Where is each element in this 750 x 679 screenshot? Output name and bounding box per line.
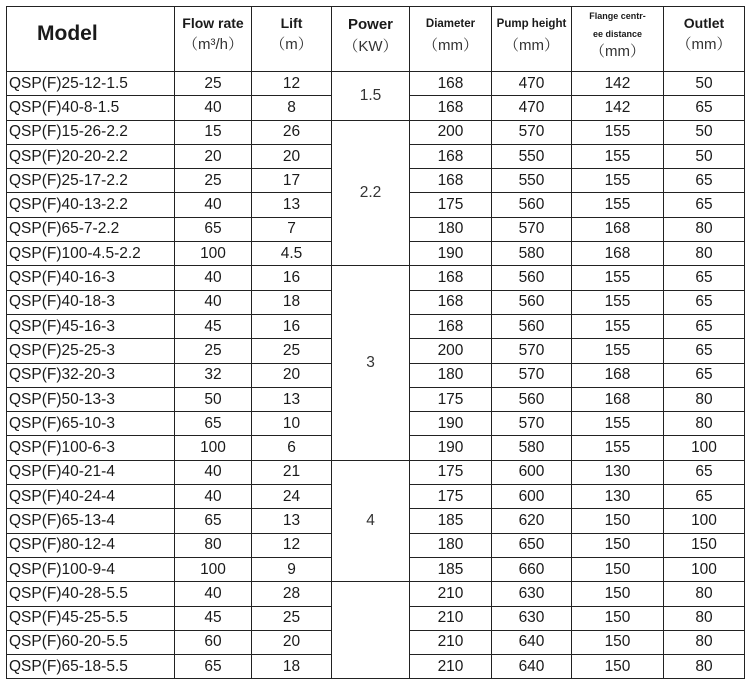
model-cell: QSP(F)32-20-3 — [7, 363, 175, 387]
outlet-cell: 65 — [664, 169, 745, 193]
lift-cell: 9 — [252, 557, 332, 581]
flange-distance-cell: 155 — [572, 436, 664, 460]
flow-rate-cell: 40 — [175, 96, 252, 120]
lift-cell: 16 — [252, 266, 332, 290]
flange-distance-cell: 150 — [572, 582, 664, 606]
diameter-cell: 185 — [410, 557, 492, 581]
lift-cell: 4.5 — [252, 242, 332, 266]
header-flange-title-line2: ee distance — [592, 29, 643, 39]
flow-rate-cell: 45 — [175, 314, 252, 338]
power-cell: 1.5 — [332, 72, 410, 121]
outlet-cell: 65 — [664, 96, 745, 120]
model-cell: QSP(F)40-13-2.2 — [7, 193, 175, 217]
diameter-cell: 168 — [410, 169, 492, 193]
diameter-cell: 180 — [410, 363, 492, 387]
model-cell: QSP(F)40-16-3 — [7, 266, 175, 290]
lift-cell: 10 — [252, 412, 332, 436]
diameter-cell: 190 — [410, 436, 492, 460]
lift-cell: 8 — [252, 96, 332, 120]
power-cell: 2.2 — [332, 120, 410, 266]
pump-height-cell: 660 — [492, 557, 572, 581]
lift-cell: 6 — [252, 436, 332, 460]
pump-height-cell: 470 — [492, 96, 572, 120]
lift-cell: 20 — [252, 630, 332, 654]
flange-distance-cell: 168 — [572, 217, 664, 241]
flange-distance-cell: 155 — [572, 412, 664, 436]
diameter-cell: 180 — [410, 533, 492, 557]
lift-cell: 21 — [252, 460, 332, 484]
diameter-cell: 180 — [410, 217, 492, 241]
pump-height-cell: 560 — [492, 290, 572, 314]
outlet-cell: 65 — [664, 485, 745, 509]
pump-height-cell: 560 — [492, 314, 572, 338]
outlet-cell: 50 — [664, 72, 745, 96]
flange-distance-cell: 168 — [572, 242, 664, 266]
header-pump-height — [492, 7, 572, 72]
header-flow-rate-title: Flow rate — [182, 15, 244, 31]
pump-height-cell: 570 — [492, 120, 572, 144]
flow-rate-cell: 25 — [175, 72, 252, 96]
model-cell: QSP(F)65-10-3 — [7, 412, 175, 436]
flow-rate-cell: 80 — [175, 533, 252, 557]
model-cell: QSP(F)50-13-3 — [7, 387, 175, 411]
flange-distance-cell: 155 — [572, 339, 664, 363]
flow-rate-cell: 60 — [175, 630, 252, 654]
outlet-cell: 80 — [664, 655, 745, 679]
outlet-cell: 65 — [664, 193, 745, 217]
header-diameter-unit: （mm） — [423, 37, 478, 54]
model-cell: QSP(F)80-12-4 — [7, 533, 175, 557]
power-cell: 4 — [332, 460, 410, 581]
pump-height-cell: 630 — [492, 582, 572, 606]
pump-height-cell: 560 — [492, 387, 572, 411]
pump-height-cell: 600 — [492, 485, 572, 509]
lift-cell: 12 — [252, 533, 332, 557]
diameter-cell: 175 — [410, 193, 492, 217]
table-body — [7, 72, 745, 679]
header-model-title: Model — [37, 22, 98, 45]
diameter-cell: 168 — [410, 72, 492, 96]
lift-cell: 18 — [252, 290, 332, 314]
flow-rate-cell: 20 — [175, 144, 252, 168]
outlet-cell: 50 — [664, 120, 745, 144]
pump-height-cell: 470 — [492, 72, 572, 96]
header-flange-distance — [572, 7, 664, 72]
pump-height-cell: 560 — [492, 193, 572, 217]
pump-spec-table — [6, 6, 745, 679]
diameter-cell: 175 — [410, 460, 492, 484]
diameter-cell: 210 — [410, 655, 492, 679]
header-lift-unit: （m） — [270, 36, 313, 53]
outlet-cell: 65 — [664, 460, 745, 484]
outlet-cell: 80 — [664, 412, 745, 436]
pump-height-cell: 550 — [492, 169, 572, 193]
pump-height-cell: 580 — [492, 436, 572, 460]
flow-rate-cell: 25 — [175, 339, 252, 363]
model-cell: QSP(F)100-9-4 — [7, 557, 175, 581]
model-cell: QSP(F)25-12-1.5 — [7, 72, 175, 96]
outlet-cell: 100 — [664, 509, 745, 533]
flow-rate-cell: 45 — [175, 606, 252, 630]
flow-rate-cell: 40 — [175, 290, 252, 314]
flange-distance-cell: 142 — [572, 96, 664, 120]
flow-rate-cell: 40 — [175, 266, 252, 290]
outlet-cell: 65 — [664, 363, 745, 387]
flange-distance-cell: 155 — [572, 120, 664, 144]
lift-cell: 18 — [252, 655, 332, 679]
flange-distance-cell: 150 — [572, 533, 664, 557]
flange-distance-cell: 150 — [572, 655, 664, 679]
model-cell: QSP(F)65-7-2.2 — [7, 217, 175, 241]
diameter-cell: 200 — [410, 120, 492, 144]
table-header — [7, 7, 745, 72]
flange-distance-cell: 150 — [572, 509, 664, 533]
lift-cell: 25 — [252, 339, 332, 363]
model-cell: QSP(F)40-24-4 — [7, 485, 175, 509]
pump-height-cell: 620 — [492, 509, 572, 533]
diameter-cell: 200 — [410, 339, 492, 363]
outlet-cell: 80 — [664, 387, 745, 411]
table-row — [7, 460, 745, 484]
outlet-cell: 80 — [664, 242, 745, 266]
pump-height-cell: 650 — [492, 533, 572, 557]
header-flow-rate — [175, 7, 252, 72]
header-flange-title-line1: Flange centr- — [589, 11, 646, 21]
outlet-cell: 80 — [664, 582, 745, 606]
outlet-cell: 80 — [664, 606, 745, 630]
flow-rate-cell: 50 — [175, 387, 252, 411]
header-model — [7, 7, 175, 72]
pump-height-cell: 640 — [492, 630, 572, 654]
diameter-cell: 210 — [410, 582, 492, 606]
model-cell: QSP(F)60-20-5.5 — [7, 630, 175, 654]
header-diameter — [410, 7, 492, 72]
flow-rate-cell: 100 — [175, 557, 252, 581]
header-outlet-unit: （mm） — [676, 36, 732, 53]
model-cell: QSP(F)65-18-5.5 — [7, 655, 175, 679]
flange-distance-cell: 150 — [572, 606, 664, 630]
flow-rate-cell: 40 — [175, 582, 252, 606]
flange-distance-cell: 155 — [572, 266, 664, 290]
flange-distance-cell: 150 — [572, 630, 664, 654]
diameter-cell: 175 — [410, 485, 492, 509]
header-outlet-title: Outlet — [683, 15, 725, 31]
outlet-cell: 100 — [664, 436, 745, 460]
pump-height-cell: 640 — [492, 655, 572, 679]
header-lift — [252, 7, 332, 72]
flange-distance-cell: 155 — [572, 144, 664, 168]
lift-cell: 16 — [252, 314, 332, 338]
header-power — [332, 7, 410, 72]
header-power-title: Power — [347, 16, 393, 33]
pump-height-cell: 580 — [492, 242, 572, 266]
flow-rate-cell: 32 — [175, 363, 252, 387]
model-cell: QSP(F)45-25-5.5 — [7, 606, 175, 630]
lift-cell: 7 — [252, 217, 332, 241]
flange-distance-cell: 155 — [572, 314, 664, 338]
flange-distance-cell: 168 — [572, 363, 664, 387]
lift-cell: 13 — [252, 193, 332, 217]
header-power-unit: （KW） — [343, 38, 398, 55]
flange-distance-cell: 130 — [572, 485, 664, 509]
power-cell — [332, 582, 410, 679]
flange-distance-cell: 155 — [572, 290, 664, 314]
table-row — [7, 120, 745, 144]
diameter-cell: 168 — [410, 96, 492, 120]
pump-height-cell: 570 — [492, 363, 572, 387]
flange-distance-cell: 150 — [572, 557, 664, 581]
lift-cell: 28 — [252, 582, 332, 606]
table-row — [7, 266, 745, 290]
pump-height-cell: 600 — [492, 460, 572, 484]
flange-distance-cell: 142 — [572, 72, 664, 96]
model-cell: QSP(F)40-21-4 — [7, 460, 175, 484]
header-outlet — [664, 7, 745, 72]
flow-rate-cell: 65 — [175, 412, 252, 436]
flow-rate-cell: 100 — [175, 242, 252, 266]
outlet-cell: 80 — [664, 217, 745, 241]
outlet-cell: 65 — [664, 266, 745, 290]
diameter-cell: 210 — [410, 630, 492, 654]
pump-height-cell: 560 — [492, 266, 572, 290]
pump-height-cell: 570 — [492, 412, 572, 436]
diameter-cell: 210 — [410, 606, 492, 630]
header-flange-unit: （mm） — [590, 43, 645, 60]
outlet-cell: 150 — [664, 533, 745, 557]
table-row — [7, 582, 745, 606]
lift-cell: 20 — [252, 144, 332, 168]
model-cell: QSP(F)40-8-1.5 — [7, 96, 175, 120]
model-cell: QSP(F)65-13-4 — [7, 509, 175, 533]
outlet-cell: 100 — [664, 557, 745, 581]
lift-cell: 13 — [252, 509, 332, 533]
lift-cell: 13 — [252, 387, 332, 411]
lift-cell: 25 — [252, 606, 332, 630]
model-cell: QSP(F)100-6-3 — [7, 436, 175, 460]
diameter-cell: 175 — [410, 387, 492, 411]
model-cell: QSP(F)20-20-2.2 — [7, 144, 175, 168]
diameter-cell: 190 — [410, 412, 492, 436]
model-cell: QSP(F)25-17-2.2 — [7, 169, 175, 193]
pump-height-cell: 630 — [492, 606, 572, 630]
table-row — [7, 72, 745, 96]
flow-rate-cell: 25 — [175, 169, 252, 193]
lift-cell: 12 — [252, 72, 332, 96]
power-cell: 3 — [332, 266, 410, 460]
pump-height-cell: 570 — [492, 339, 572, 363]
flange-distance-cell: 155 — [572, 169, 664, 193]
flow-rate-cell: 100 — [175, 436, 252, 460]
lift-cell: 20 — [252, 363, 332, 387]
flange-distance-cell: 155 — [572, 193, 664, 217]
diameter-cell: 185 — [410, 509, 492, 533]
lift-cell: 17 — [252, 169, 332, 193]
diameter-cell: 168 — [410, 144, 492, 168]
model-cell: QSP(F)45-16-3 — [7, 314, 175, 338]
header-diameter-title: Diameter — [425, 18, 476, 30]
flange-distance-cell: 168 — [572, 387, 664, 411]
flow-rate-cell: 65 — [175, 217, 252, 241]
flow-rate-cell: 40 — [175, 485, 252, 509]
header-pump-height-title: Pump height — [496, 18, 567, 30]
lift-cell: 26 — [252, 120, 332, 144]
outlet-cell: 65 — [664, 290, 745, 314]
outlet-cell: 65 — [664, 314, 745, 338]
outlet-cell: 80 — [664, 630, 745, 654]
flow-rate-cell: 15 — [175, 120, 252, 144]
diameter-cell: 168 — [410, 314, 492, 338]
diameter-cell: 168 — [410, 266, 492, 290]
model-cell: QSP(F)100-4.5-2.2 — [7, 242, 175, 266]
flange-distance-cell: 130 — [572, 460, 664, 484]
header-lift-title: Lift — [280, 15, 303, 31]
model-cell: QSP(F)40-18-3 — [7, 290, 175, 314]
flow-rate-cell: 65 — [175, 655, 252, 679]
pump-height-cell: 570 — [492, 217, 572, 241]
model-cell: QSP(F)40-28-5.5 — [7, 582, 175, 606]
header-flow-rate-unit: （m³/h） — [182, 36, 243, 53]
lift-cell: 24 — [252, 485, 332, 509]
diameter-cell: 168 — [410, 290, 492, 314]
diameter-cell: 190 — [410, 242, 492, 266]
model-cell: QSP(F)25-25-3 — [7, 339, 175, 363]
flow-rate-cell: 40 — [175, 460, 252, 484]
model-cell: QSP(F)15-26-2.2 — [7, 120, 175, 144]
pump-height-cell: 550 — [492, 144, 572, 168]
outlet-cell: 50 — [664, 144, 745, 168]
flow-rate-cell: 65 — [175, 509, 252, 533]
flow-rate-cell: 40 — [175, 193, 252, 217]
header-pump-height-unit: （mm） — [504, 37, 559, 54]
outlet-cell: 65 — [664, 339, 745, 363]
